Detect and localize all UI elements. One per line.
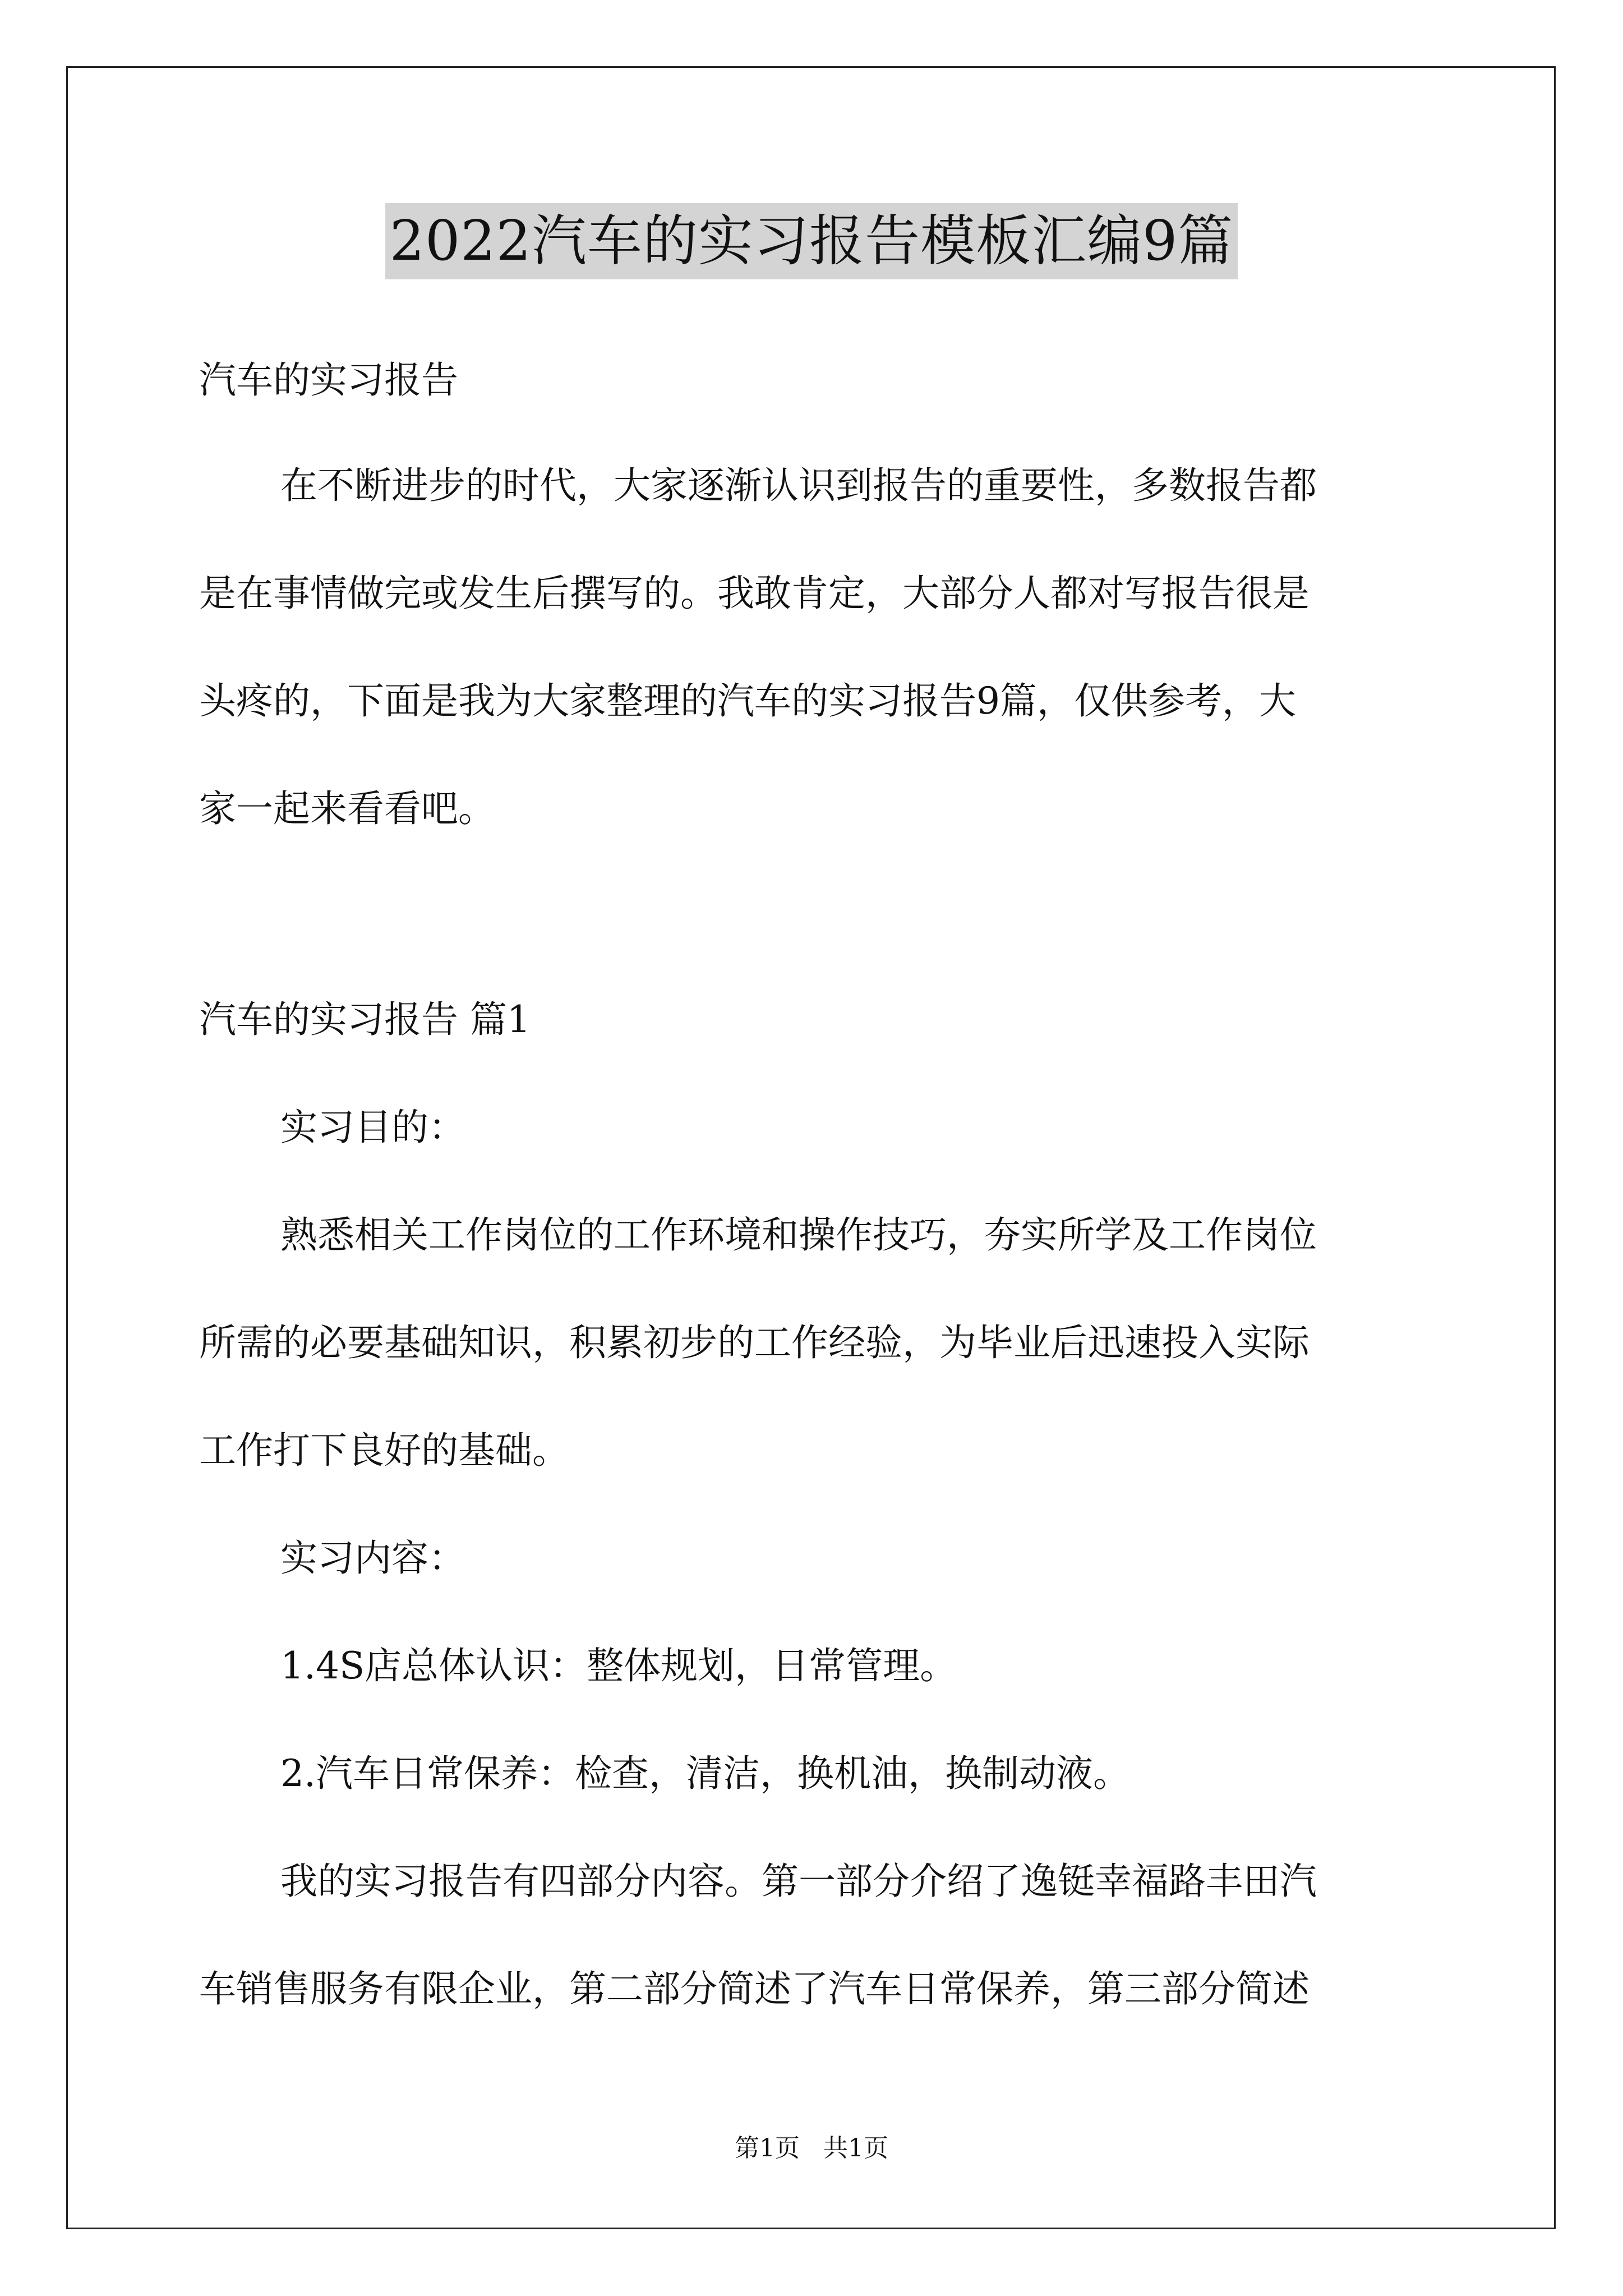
- content-item: 1.4S店总体认识：整体规划，日常管理。: [280, 1644, 957, 1687]
- section-heading: 汽车的实习报告 篇1: [199, 998, 531, 1041]
- report-line: 我的实习报告有四部分内容。第一部分介绍了逸铤幸福路丰田汽: [280, 1860, 1317, 1903]
- page-footer: 第1页 共1页: [735, 2134, 888, 2162]
- document-heading: 汽车的实习报告: [199, 358, 458, 402]
- purpose-label: 实习目的：: [280, 1106, 465, 1149]
- purpose-line: 熟悉相关工作岗位的工作环境和操作技巧，夯实所学及工作岗位: [280, 1213, 1317, 1257]
- purpose-line: 所需的必要基础知识，积累初步的工作经验，为毕业后迅速投入实际: [199, 1321, 1310, 1364]
- intro-line: 在不断进步的时代，大家逐渐认识到报告的重要性，多数报告都: [280, 464, 1317, 507]
- content-label: 实习内容：: [280, 1536, 465, 1580]
- purpose-line: 工作打下良好的基础。: [199, 1429, 569, 1472]
- report-line: 车销售服务有限企业，第二部分简述了汽车日常保养，第三部分简述: [199, 1967, 1310, 2010]
- document-title: 2022汽车的实习报告模板汇编9篇: [385, 203, 1238, 279]
- intro-line: 头疼的，下面是我为大家整理的汽车的实习报告9篇，仅供参考，大: [199, 679, 1296, 723]
- intro-line: 家一起来看看吧。: [199, 787, 495, 830]
- intro-line: 是在事情做完或发生后撰写的。我敢肯定，大部分人都对写报告很是: [199, 572, 1310, 615]
- content-item: 2.汽车日常保养：检查，清洁，换机油，换制动液。: [280, 1752, 1130, 1795]
- title-container: [0, 203, 1623, 279]
